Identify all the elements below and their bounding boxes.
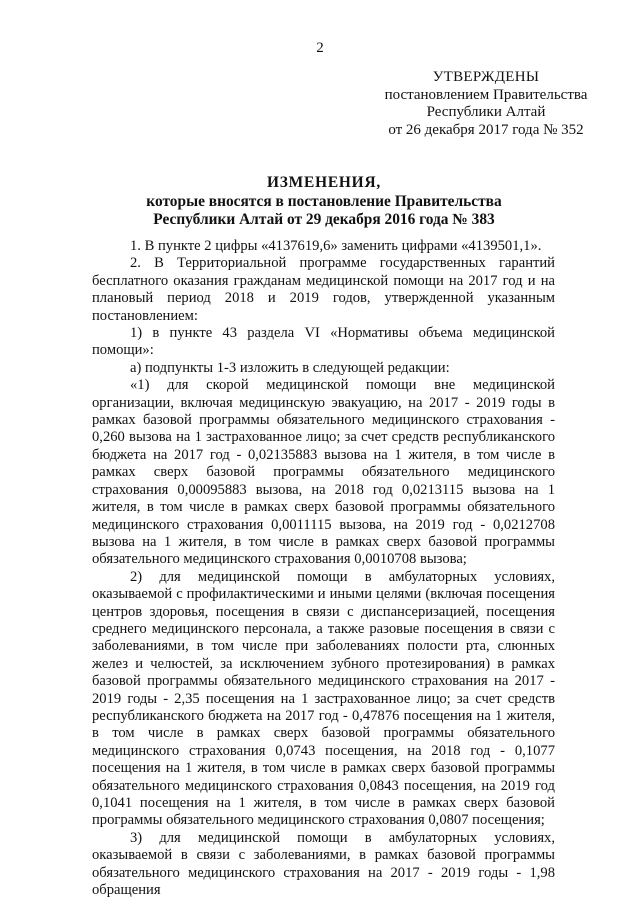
paragraph-1: 1. В пункте 2 цифры «4137619,6» заменить цифрами «4139501,1».: [130, 238, 542, 254]
document-body: [92, 238, 555, 899]
paragraph-4: а) подпункты 1-3 изложить в следующей редакции:: [130, 359, 450, 376]
approval-line-1: постановлением Правительства: [384, 86, 588, 103]
approval-heading: УТВЕРЖДЕНЫ: [432, 69, 540, 85]
page-number: 2: [316, 40, 324, 56]
approval-line-3: от 26 декабря 2017 года № 352: [388, 121, 584, 138]
approval-line-2: Республики Алтай: [426, 104, 546, 121]
paragraph-6: 2) для медицинской помощи в амбулаторных условиях, оказываемой с профилактическими и иными целями (включая посещения центров здоровья, посещения в связи с диспансеризацией, посещения среднего медицинского персонала, а также разовые посещения в связи с заболеваниями, в том числе при заболеваниях полости рта, слюнных желез и челюстей, за исключением зубного протезирования) в рамках базовой программы обязательного медицинского страхования на 2017 - 2019 годы - 2,35 посещения на 1 застрахованное лицо; за счет средств республиканского бюджета на 2017 год - 0,47876 посещения на 1 жителя, в том числе в рамках сверх базовой программы обязательного медицинского страхования 0,0743 посещения, на 2018 год - 0,1077 посещения на 1 жителя, в том числе в рамках сверх базовой программы обязательного медицинского страхования 0,0843 посещения, на 2019 год 0,1041 посещения на 1 жителя, в том числе в рамках сверх базовой программы обязательного медицинского страхования 0,0807 посещения;: [92, 568, 555, 829]
title-line-3: Республики Алтай от 29 декабря 2016 года № 383: [153, 211, 495, 228]
paragraph-2: 2. В Территориальной программе государственных гарантий бесплатного оказания гражданам медицинской помощи на 2017 год и на плановый период 2018 и 2019 годов, утвержденной указанным постановлением:: [92, 255, 555, 324]
paragraph-3: 1) в пункте 43 раздела VI «Нормативы объема медицинской помощи»:: [92, 325, 555, 359]
paragraph-7: 3) для медицинской помощи в амбулаторных условиях, оказываемой в связи с заболеваниями, в рамках базовой программы обязательного медицинского страхования на 2017 - 2019 годы - 1,98 обращения: [92, 829, 555, 899]
paragraph-5: «1) для скорой медицинской помощи вне медицинской организации, включая медицинскую эвакуацию, на 2017 - 2019 годы в рамках базовой программы обязательного медицинского страхования - 0,260 вызова на 1 застрахованное лицо; за счет средств республиканского бюджета на 2017 год - 0,02135883 вызова на 1 жителя, в том числе в рамках сверх базовой программы обязательного медицинского страхования 0,00095883 вызова, на 2018 год 0,0213115 вызова на 1 жителя, в том числе в рамках сверх базовой программы обязательного медицинского страхования 0,0011115 вызова, на 2019 год - 0,0212708 вызова на 1 жителя, в том числе в рамках сверх базовой программы обязательного медицинского страхования 0,0010708 вызова;: [92, 377, 555, 568]
title-line-2: которые вносятся в постановление Правительства: [146, 192, 502, 210]
approval-stamp-block: [370, 69, 602, 139]
title-line-1: ИЗМЕНЕНИЯ,: [266, 174, 382, 191]
document-title: [92, 174, 556, 230]
